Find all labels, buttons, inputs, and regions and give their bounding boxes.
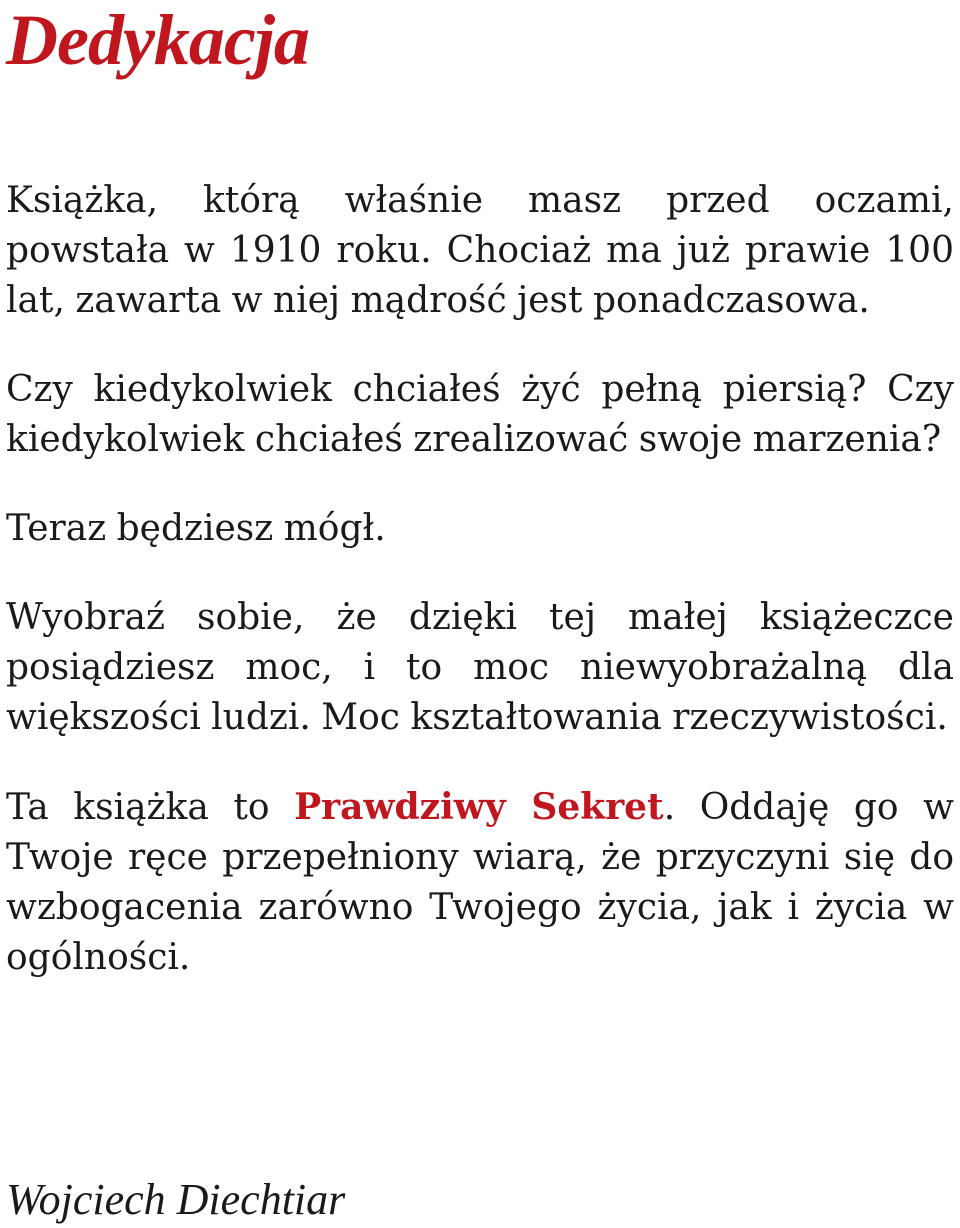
paragraph-secret-after: . Oddaję go w Twoje ręce przepełniony wiarą, że przyczyni się do wzbogacenia zarówno Twojego życia, jak i życia w ogólności.	[6, 787, 954, 978]
paragraph-intro: Książka, którą właśnie masz przed oczami, powstała w 1910 roku. Chociaż ma już prawie 100 lat, zawarta w niej mądrość jest ponadczasowa.	[6, 180, 954, 321]
author-signature: Wojciech Diechtiar	[6, 1175, 346, 1224]
dedication-body	[6, 176, 954, 983]
book-title-highlight: Prawdziwy Sekret	[294, 786, 664, 828]
page-title: Dedykacja	[6, 0, 309, 80]
paragraph-secret-before: Ta książka to	[6, 787, 295, 828]
paragraph-question: Czy kiedykolwiek chciałeś żyć pełną piersią? Czy kiedykolwiek chciałeś zrealizować swoje marzenia?	[6, 369, 954, 460]
paragraph-now: Teraz będziesz mógł.	[6, 508, 386, 549]
paragraph-secret	[6, 782, 954, 983]
paragraph-imagine: Wyobraź sobie, że dzięki tej małej książeczce posiądziesz moc, i to moc niewyobrażalną dla większości ludzi. Moc kształtowania rzeczywistości.	[6, 597, 954, 738]
